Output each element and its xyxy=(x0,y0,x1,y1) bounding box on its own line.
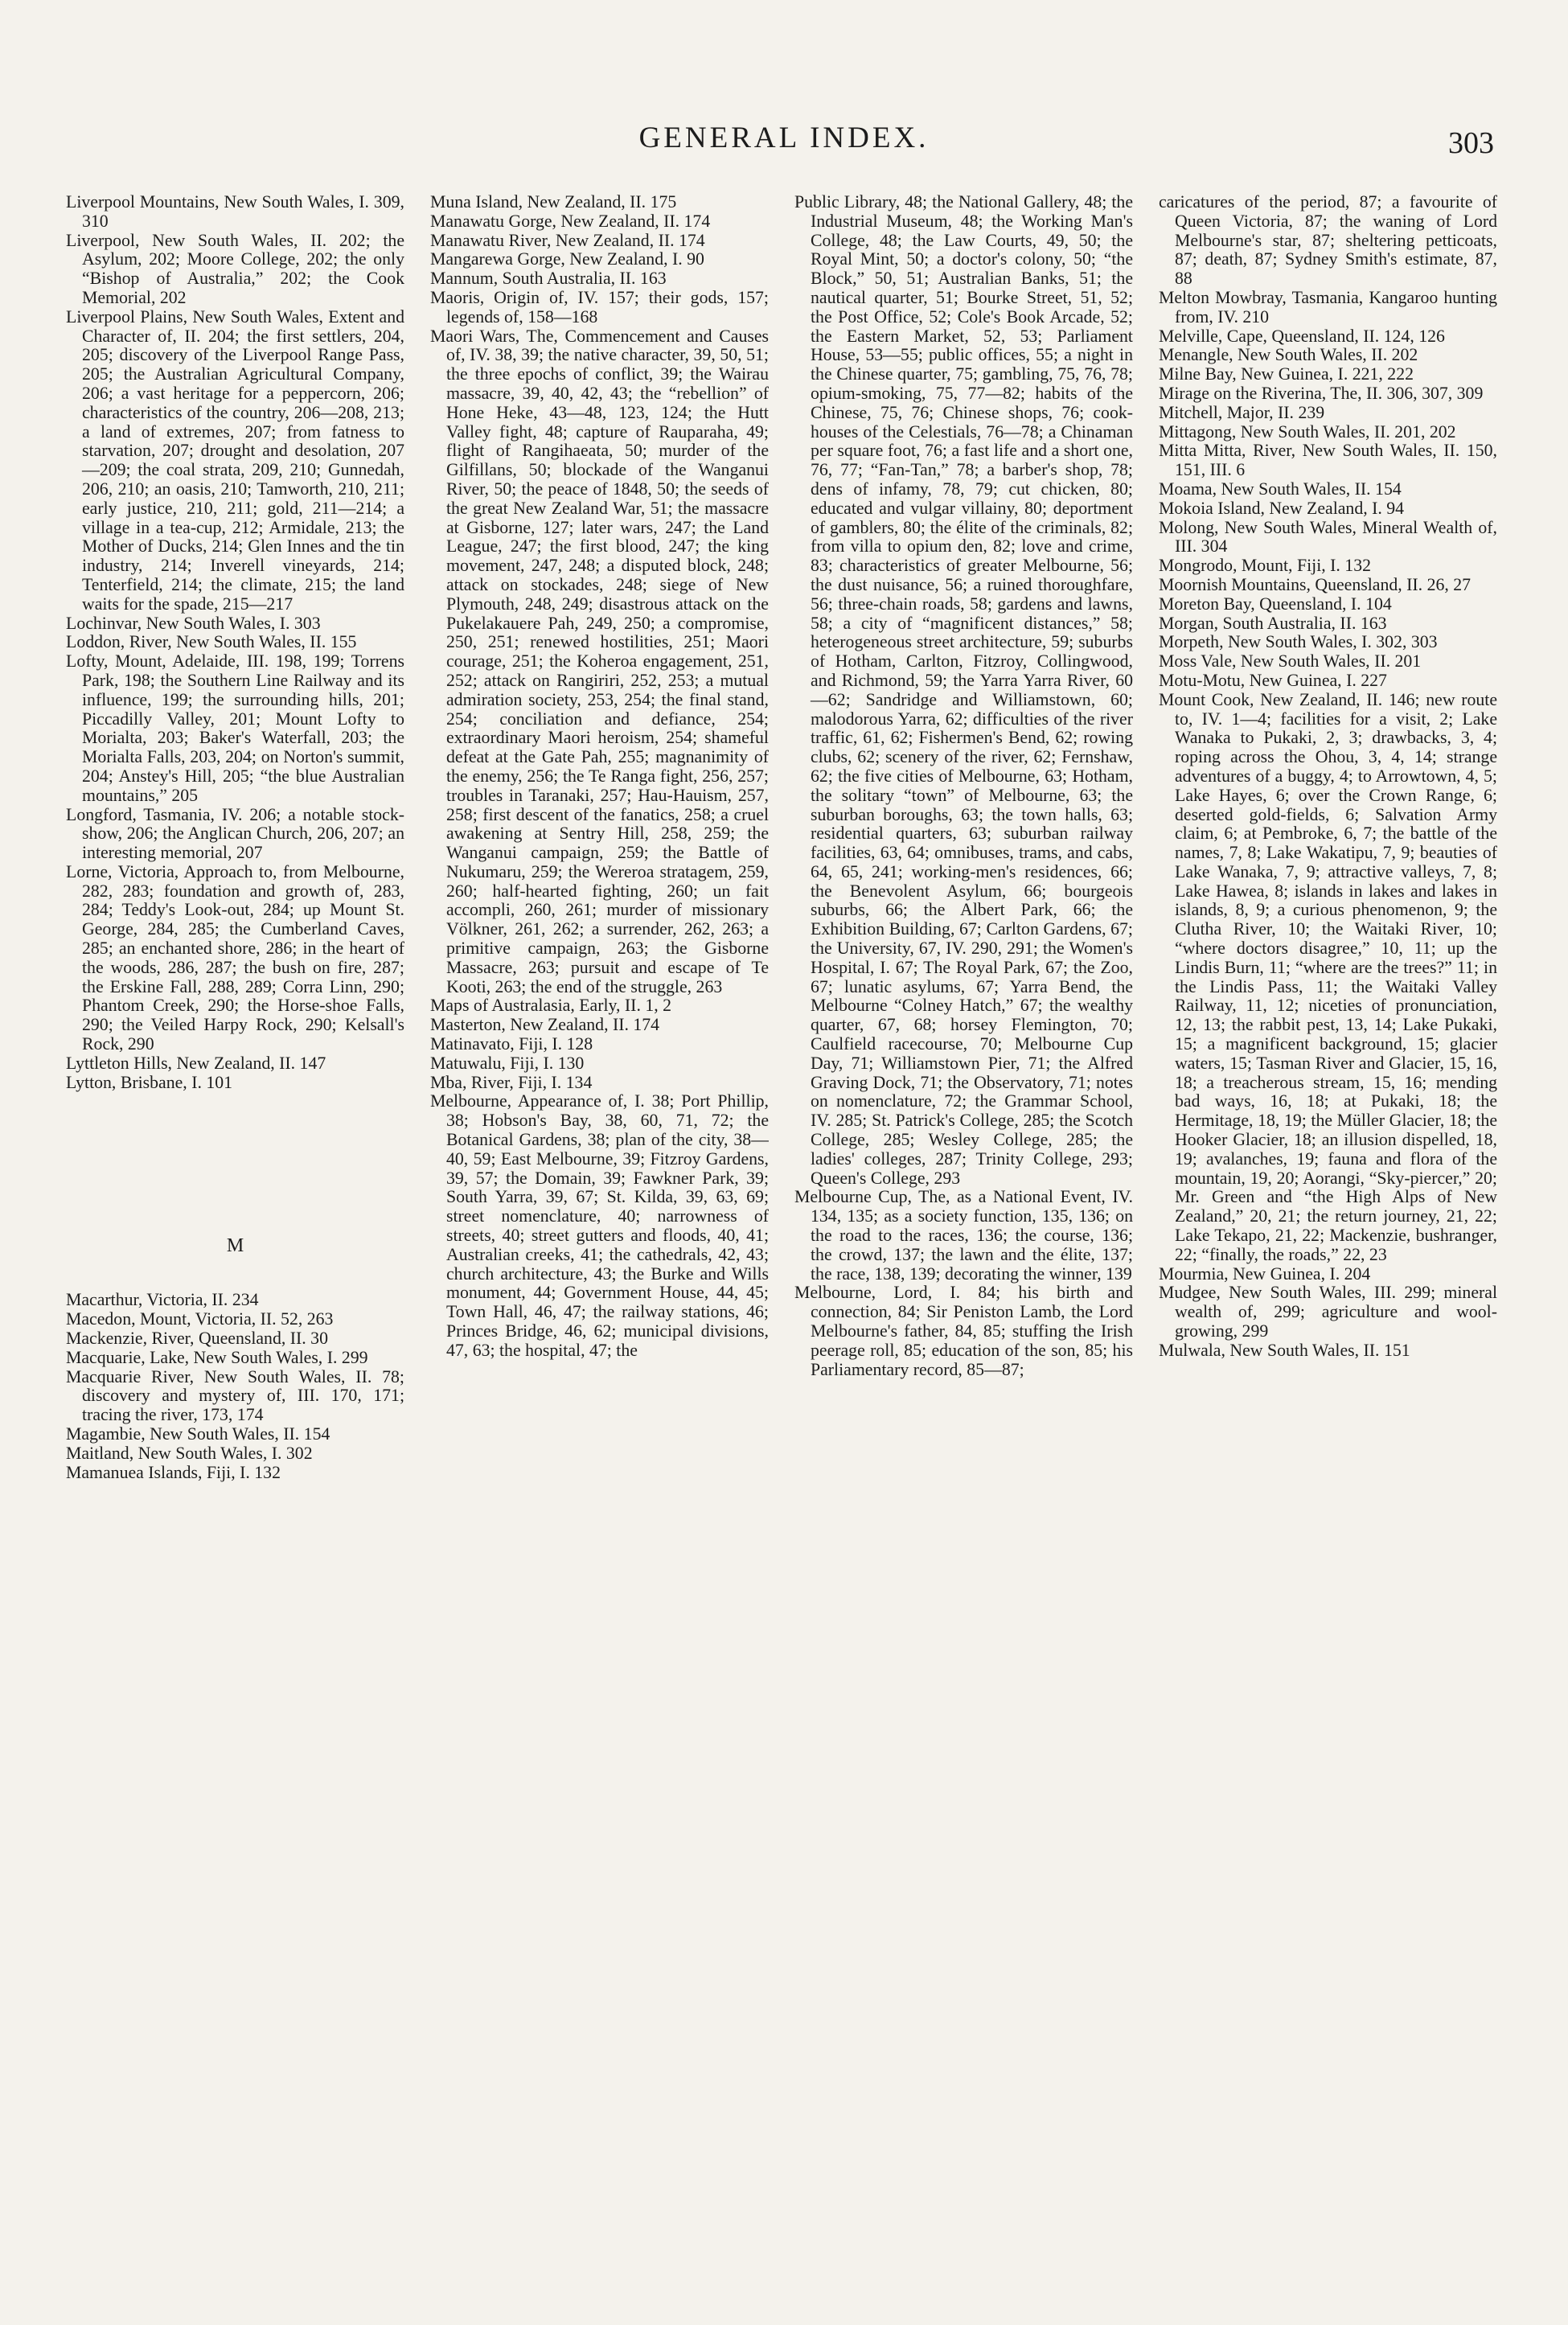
index-column-3 xyxy=(794,193,1133,2284)
index-entry: Macquarie River, New South Wales, II. 78; discovery and mystery of, III. 170, 171; tracing the river, 173, 174 xyxy=(66,1366,404,1425)
index-entry: Melbourne Cup, The, as a National Event, IV. 134, 135; as a society function, 135, 136; on the road to the races, 136; the course, 136; the crowd, 137; the lawn and the élite, 137; the race, 138, 139; decorating the winner, 139 xyxy=(794,1187,1133,1284)
index-entry: Macquarie, Lake, New South Wales, I. 299 xyxy=(66,1347,368,1367)
index-entry: Mulwala, New South Wales, II. 151 xyxy=(1159,1340,1410,1360)
index-entry: Mba, River, Fiji, I. 134 xyxy=(430,1072,593,1092)
index-columns xyxy=(66,193,1497,2284)
index-entry: Lyttleton Hills, New Zealand, II. 147 xyxy=(66,1053,326,1073)
index-entry: Mudgee, New South Wales, III. 299; mineral wealth of, 299; agriculture and wool-growing, 299 xyxy=(1159,1283,1497,1341)
index-entry: Menangle, New South Wales, II. 202 xyxy=(1159,345,1418,365)
index-entry: Muna Island, New Zealand, II. 175 xyxy=(430,193,677,212)
index-entry: Liverpool Plains, New South Wales, Extent and Character of, II. 204; the first settlers, 204, 205; discovery of the Liverpool Range Pass, 205; the Australian Agricultural Company, 206; a vast heritage for a peppercorn, 206; characteristics of the country, 206—208, 213; a land of extremes, 207; from fatness to starvation, 207; drought and desolation, 207—209; the coal strata, 209, 210; Gunnedah, 206, 210; an oasis, 210; Tamworth, 210, 211; early justice, 210, 211; gold, 211—214; a village in a tea-cup, 212; Armidale, 213; the Mother of Ducks, 214; Glen Innes and the tin industry, 214; Inverell vineyards, 214; Tenterfield, 214; the climate, 215; the land waits for the spade, 215—217 xyxy=(66,306,404,614)
index-entry: Melbourne, Lord, I. 84; his birth and connection, 84; Sir Peniston Lamb, the Lord Melbourne's father, 84, 85; stuffing the Irish peerage roll, 85; education of the son, 85; his Parliamentary record, 85—87; xyxy=(794,1283,1133,1379)
index-entry: Liverpool, New South Wales, II. 202; the Asylum, 202; Moore College, 202; the only “Bishop of Australia,” 202; the Cook Memorial, 202 xyxy=(66,230,404,307)
index-entry: Mangarewa Gorge, New Zealand, I. 90 xyxy=(430,249,704,269)
index-entry: Macarthur, Victoria, II. 234 xyxy=(66,1290,259,1310)
index-entry: Magambie, New South Wales, II. 154 xyxy=(66,1424,330,1444)
index-entry: Moama, New South Wales, II. 154 xyxy=(1159,479,1402,499)
index-entry: Lochinvar, New South Wales, I. 303 xyxy=(66,613,321,633)
index-entry: Public Library, 48; the National Gallery, 48; the Industrial Museum, 48; the Working Man's College, 48; the Law Courts, 49, 50; the Royal Mint, 50; a doctor's colony, 50; “the Block,” 50, 51; Australian Banks, 51; the nautical quarter, 51; Bourke Street, 51, 52; the Post Office, 52; Cole's Book Arcade, 52; the Eastern Market, 52, 53; Parliament House, 53—55; public offices, 55; a night in the Chinese quarter, 75; gambling, 75, 76, 78; opium-smoking, 75, 77—82; habits of the Chinese, 75, 76; Chinese shops, 76; cook-houses of the Celestials, 76—78; a Chinaman per square foot, 76; a fast life and a short one, 76, 77; “Fan-Tan,” 78; a barber's shop, 78; dens of infamy, 78, 79; cut chicken, 80; educated and vulgar villainy, 80; deportment of gamblers, 80; the élite of the criminals, 82; from villa to opium den, 82; love and crime, 83; characteristics of greater Melbourne, 56; the dust nuisance, 56; a ruined thoroughfare, 56; three-chain roads, 58; gardens and lawns, 58; a city of “magnificent distances,” 58; heterogeneous street architecture, 59; suburbs of Hotham, Carlton, Fitzroy, Collingwood, and Richmond, 59; the Yarra Yarra River, 60—62; Sandridge and Williamstown, 60; malodorous Yarra, 62; difficulties of the river traffic, 61, 62; Fishermen's Bend, 62; rowing clubs, 62; scenery of the river, 62; Fernshaw, 62; the five cities of Melbourne, 63; Hotham, the solitary “town” of Melbourne, 63; the suburban boroughs, 63; the town halls, 63; residential quarters, 63; suburban railway facilities, 63, 64; omnibuses, trams, and cabs, 64, 65, 241; working-men's residences, 66; the Benevolent Asylum, 66; bourgeois suburbs, 66; the Albert Park, 66; the Exhibition Building, 67; Carlton Gardens, 67; the University, 67, IV. 290, 291; the Women's Hospital, I. 67; The Royal Park, 67; the Zoo, 67; lunatic asylums, 67; Yarra Bend, the Melbourne “Colney Hatch,” 67; the wealthy quarter, 67, 68; horsey Flemington, 70; Caulfield racecourse, 70; Melbourne Cup Day, 71; Williamstown Pier, 71; the Alfred Graving Dock, 71; the Observatory, 71; notes on nomenclature, 72; the Grammar School, IV. 285; St. Patrick's College, 285; the Scotch College, 285; Wesley College, 285; the ladies' colleges, 287; Trinity College, 293; Queen's College, 293 xyxy=(794,193,1133,1188)
index-entry: Mount Cook, New Zealand, II. 146; new route to, IV. 1—4; facilities for a visit, 2; Lake Wanaka to Pukaki, 2, 3; drawbacks, 3, 4; roping across the Ohou, 3, 4, 14; strange adventures of a buggy, 4; to Arrowtown, 4, 5; Lake Hayes, 6; over the Crown Range, 6; deserted gold-fields, 6; Salvation Army claim, 6; at Pembroke, 6, 7; the battle of the names, 7, 8; Lake Wakatipu, 7, 9; beauties of Lake Wanaka, 7, 9; attractive valleys, 7, 8; Lake Hawea, 8; islands in lakes and lakes in islands, 8, 9; a curious phenomenon, 9; the Clutha River, 10; the Waitaki River, 10; “where doctors disagree,” 10, 11; up the Lindis Burn, 11; “where are the trees?” 11; in the Lindis Pass, 11; the Waitaki Valley Railway, 11, 12; niceties of pronunciation, 12, 13; the rabbit pest, 13, 14; Lake Pukaki, 15; a magnificent background, 15; glacier waters, 15; Tasman River and Glacier, 15, 16, 18; a treacherous stream, 15, 16; mending bad ways, 16, 18; at Pukaki, 18; the Hermitage, 18, 19; the Müller Glacier, 18; the Hooker Glacier, 18; an illusion dispelled, 18, 19; avalanches, 19; fauna and flora of the mountain, 19, 20; Aorangi, “Sky-piercer,” 20; Mr. Green and “the High Alps of New Zealand,” 20, 21; the return journey, 21, 22; Lake Tekapo, 21, 22; Mackenzie, bushranger, 22; “finally, the roads,” 22, 23 xyxy=(1159,689,1497,1264)
index-entry: Mokoia Island, New Zealand, I. 94 xyxy=(1159,498,1405,518)
index-entry: Molong, New South Wales, Mineral Wealth of, III. 304 xyxy=(1159,517,1497,557)
index-entry: Lorne, Victoria, Approach to, from Melbourne, 282, 283; foundation and growth of, 283, 284; Teddy's Look-out, 284; up Mount St. George, 284, 285; the Cumberland Caves, 285; an enchanted shore, 286; in the heart of the woods, 286, 287; the bush on fire, 287; the Erskine Fall, 288, 289; Corra Linn, 290; Phantom Creek, 290; the Horse-shoe Falls, 290; the Veiled Harpy Rock, 290; Kelsall's Rock, 290 xyxy=(66,861,404,1054)
index-entry: Mongrodo, Mount, Fiji, I. 132 xyxy=(1159,556,1371,576)
index-entry: Macedon, Mount, Victoria, II. 52, 263 xyxy=(66,1309,334,1329)
index-entry: caricatures of the period, 87; a favourite of Queen Victoria, 87; the waning of Lord Melbourne's star, 87; sheltering petticoats, 87; death, 87; Sydney Smith's estimate, 87, 88 xyxy=(1159,193,1497,289)
index-entry: Loddon, River, New South Wales, II. 155 xyxy=(66,632,357,652)
section-letter: M xyxy=(226,1235,244,1257)
index-entry: Masterton, New Zealand, II. 174 xyxy=(430,1015,660,1035)
index-entry: Matinavato, Fiji, I. 128 xyxy=(430,1034,593,1054)
index-entry: Lytton, Brisbane, I. 101 xyxy=(66,1072,233,1092)
page-number: 303 xyxy=(1448,126,1494,160)
index-entry: Mamanuea Islands, Fiji, I. 132 xyxy=(66,1462,281,1482)
index-entry: Liverpool Mountains, New South Wales, I. 309, 310 xyxy=(66,193,404,231)
index-entry: Mirage on the Riverina, The, II. 306, 307, 309 xyxy=(1159,383,1484,403)
index-entry: Morgan, South Australia, II. 163 xyxy=(1159,613,1387,633)
index-entry: Moornish Mountains, Queensland, II. 26, 27 xyxy=(1159,574,1472,594)
index-column-2 xyxy=(430,193,769,2284)
index-entry: Maps of Australasia, Early, II. 1, 2 xyxy=(430,996,672,1016)
index-entry: Moreton Bay, Queensland, I. 104 xyxy=(1159,594,1392,614)
index-entry: Melbourne, Appearance of, I. 38; Port Phillip, 38; Hobson's Bay, 38, 60, 71, 72; the Botanical Gardens, 38; plan of the city, 38—40, 59; East Melbourne, 39; Fitzroy Gardens, 39, 57; the Domain, 39; Fawkner Park, 39; South Yarra, 39, 67; St. Kilda, 39, 63, 69; street nomenclature, 40; narrowness of streets, 40; street gutters and floods, 40, 41; Australian creeks, 41; the cathedrals, 42, 43; church architecture, 43; the Burke and Wills monument, 44; Government House, 44, 45; Town Hall, 46, 47; the railway stations, 46; Princes Bridge, 46, 62; municipal divisions, 47, 63; the hospital, 47; the xyxy=(430,1091,769,1360)
index-entry: Maoris, Origin of, IV. 157; their gods, 157; legends of, 158—168 xyxy=(430,287,769,327)
index-entry: Mourmia, New Guinea, I. 204 xyxy=(1159,1263,1371,1284)
index-entry: Mitta Mitta, River, New South Wales, II. 150, 151, III. 6 xyxy=(1159,441,1497,480)
index-entry: Melton Mowbray, Tasmania, Kangaroo hunting from, IV. 210 xyxy=(1159,287,1497,327)
index-entry: Motu-Motu, New Guinea, I. 227 xyxy=(1159,670,1387,690)
page-header xyxy=(0,121,1568,169)
running-title: GENERAL INDEX. xyxy=(638,121,930,154)
index-entry: Moss Vale, New South Wales, II. 201 xyxy=(1159,651,1422,672)
index-entry: Longford, Tasmania, IV. 206; a notable stock-show, 206; the Anglican Church, 206, 207; an interesting memorial, 207 xyxy=(66,804,404,863)
index-entry: Manawatu Gorge, New Zealand, II. 174 xyxy=(430,211,711,231)
index-entry: Mackenzie, River, Queensland, II. 30 xyxy=(66,1329,328,1349)
index-entry: Mittagong, New South Wales, II. 201, 202 xyxy=(1159,421,1456,442)
index-column-4 xyxy=(1159,193,1497,2284)
index-entry: Maitland, New South Wales, I. 302 xyxy=(66,1443,313,1463)
index-entry: Melville, Cape, Queensland, II. 124, 126 xyxy=(1159,326,1445,346)
index-entry: Milne Bay, New Guinea, I. 221, 222 xyxy=(1159,364,1414,384)
index-entry: Mannum, South Australia, II. 163 xyxy=(430,269,667,289)
index-entry: Mitchell, Major, II. 239 xyxy=(1159,402,1325,422)
index-entry: Lofty, Mount, Adelaide, III. 198, 199; Torrens Park, 198; the Southern Line Railway and its influence, 199; the surrounding hills, 201; Piccadilly Valley, 201; Mount Lofty to Morialta, 203; Baker's Waterfall, 203; the Morialta Falls, 203, 204; on Norton's summit, 204; Anstey's Hill, 205; “the blue Australian mountains,” 205 xyxy=(66,651,404,805)
index-column-1 xyxy=(66,193,404,2284)
index-entry: Maori Wars, The, Commencement and Causes of, IV. 38, 39; the native character, 39, 50, 51; the three epochs of conflict, 39; the Wairau massacre, 39, 40, 42, 43; the “rebellion” of Hone Heke, 43—48, 123, 124; the Hutt Valley fight, 48; capture of Rauparaha, 49; flight of Rangihaeata, 50; murder of the Gilfillans, 50; blockade of the Wanganui River, 50; the peace of 1848, 50; the seeds of the great New Zealand War, 51; the massacre at Gisborne, 127; later wars, 247; the Land League, 247; the first blood, 247; the king movement, 247, 248; a disputed block, 248; attack on stockades, 248; siege of New Plymouth, 248, 249; disastrous attack on the Pukelakauere Pah, 249, 250; a compromise, 250, 251; renewed hostilities, 251; Maori courage, 251; the Koheroa engagement, 251, 252; attack on Rangiriri, 252, 253; a mutual admiration society, 253, 254; the final stand, 254; conciliation and defiance, 254; extraordinary Maori heroism, 254; shameful defeat at the Gate Pah, 255; magnanimity of the enemy, 256; the Te Ranga fight, 256, 257; troubles in Taranaki, 257; Hau-Hauism, 257, 258; first descent of the fanatics, 258; a cruel awakening at Sentry Hill, 258, 259; the Wanganui campaign, 259; the Battle of Nukumaru, 259; the Wereroa stratagem, 259, 260; half-hearted fighting, 260; un fait accompli, 260, 261; murder of missionary Völkner, 261, 262; a surrender, 262, 263; a primitive campaign, 263; the Gisborne Massacre, 263; pursuit and escape of Te Kooti, 263; the end of the struggle, 263 xyxy=(430,326,769,996)
index-entry: Manawatu River, New Zealand, II. 174 xyxy=(430,230,705,250)
index-entry: Matuwalu, Fiji, I. 130 xyxy=(430,1053,585,1073)
section-spacer xyxy=(66,1092,404,1213)
index-entry: Morpeth, New South Wales, I. 302, 303 xyxy=(1159,632,1438,652)
